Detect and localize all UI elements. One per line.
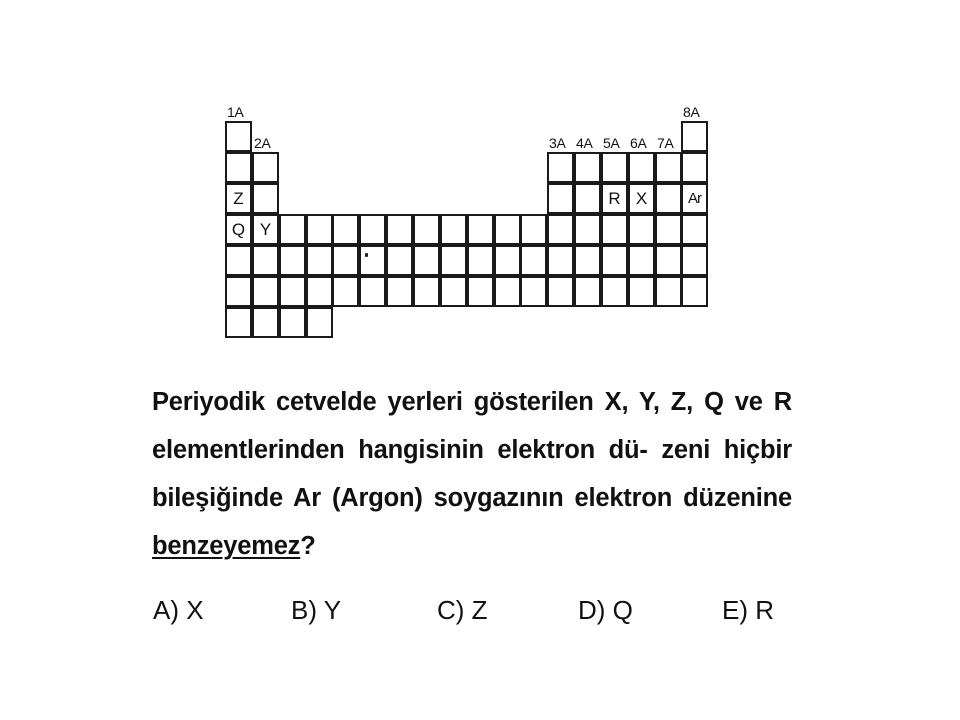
table-cell [306, 276, 333, 307]
table-cell [252, 307, 279, 338]
table-cell [547, 276, 574, 307]
option-b[interactable]: B) Y [291, 595, 342, 625]
table-cell [655, 245, 682, 276]
table-cell [386, 276, 413, 307]
table-cell [601, 276, 628, 307]
table-cell [225, 245, 252, 276]
table-cell [413, 214, 440, 245]
group-label: 5A [603, 135, 620, 151]
table-cell [628, 245, 655, 276]
element-cell: Z [225, 183, 252, 214]
table-cell [225, 276, 252, 307]
table-cell [467, 214, 494, 245]
group-label: 8A [683, 104, 700, 120]
table-cell [574, 183, 601, 214]
question-mark: ? [300, 532, 316, 560]
table-cell [601, 214, 628, 245]
table-cell [655, 276, 682, 307]
element-cell: R [601, 183, 628, 214]
table-cell [547, 183, 574, 214]
table-cell [225, 121, 252, 152]
table-cell [440, 245, 467, 276]
table-cell [359, 214, 386, 245]
table-cell [574, 214, 601, 245]
table-cell [279, 276, 306, 307]
table-cell [225, 307, 252, 338]
table-cell [601, 245, 628, 276]
table-cell [440, 214, 467, 245]
question-emphasis: benzeyemez [152, 532, 301, 560]
option-a[interactable]: A) X [153, 595, 204, 625]
table-cell [681, 121, 708, 152]
table-cell [332, 214, 359, 245]
table-cell [681, 152, 708, 183]
group-label: 6A [630, 135, 647, 151]
table-cell [279, 307, 306, 338]
element-cell: Q [225, 214, 252, 245]
table-cell [520, 276, 547, 307]
table-cell [547, 214, 574, 245]
table-cell [413, 276, 440, 307]
table-cell [494, 214, 521, 245]
table-cell [601, 152, 628, 183]
table-cell [628, 152, 655, 183]
table-cell [252, 245, 279, 276]
table-cell [547, 152, 574, 183]
table-cell [520, 214, 547, 245]
table-cell [306, 307, 333, 338]
table-cell [386, 245, 413, 276]
table-cell [359, 245, 386, 276]
table-cell [494, 276, 521, 307]
table-cell [225, 152, 252, 183]
table-cell [252, 152, 279, 183]
group-label: 2A [254, 135, 271, 151]
group-label: 7A [657, 135, 674, 151]
group-label: 4A [576, 135, 593, 151]
table-cell [681, 245, 708, 276]
table-cell [655, 152, 682, 183]
table-cell [279, 214, 306, 245]
table-cell [574, 245, 601, 276]
element-cell: Ar [681, 183, 708, 214]
table-cell [467, 245, 494, 276]
table-cell [681, 276, 708, 307]
table-cell [547, 245, 574, 276]
option-c[interactable]: C) Z [437, 595, 488, 625]
table-cell [252, 183, 279, 214]
table-cell [494, 245, 521, 276]
table-cell [467, 276, 494, 307]
table-cell [655, 214, 682, 245]
table-cell [386, 214, 413, 245]
table-cell [413, 245, 440, 276]
table-cell [332, 245, 359, 276]
ink-speck [365, 253, 368, 257]
table-cell [306, 214, 333, 245]
table-cell [279, 245, 306, 276]
table-cell [574, 152, 601, 183]
question-text [152, 378, 792, 570]
table-cell [440, 276, 467, 307]
table-cell [574, 276, 601, 307]
question-body: Periyodik cetvelde yerleri gösterilen X, Y, Z, Q ve R elementlerinden hangisinin elektron dü- zeni hiçbir bileşiğinde Ar (Argon) soygazının elektron düzenine [152, 388, 792, 512]
element-cell: X [628, 183, 655, 214]
option-d[interactable]: D) Q [578, 595, 633, 625]
table-cell [359, 276, 386, 307]
table-cell [252, 276, 279, 307]
element-cell: Y [252, 214, 279, 245]
table-cell [655, 183, 682, 214]
group-label: 1A [227, 104, 244, 120]
table-cell [306, 245, 333, 276]
table-cell [332, 276, 359, 307]
table-cell [628, 214, 655, 245]
table-cell [520, 245, 547, 276]
option-e[interactable]: E) R [722, 595, 774, 625]
table-cell [628, 276, 655, 307]
table-cell [681, 214, 708, 245]
group-label: 3A [549, 135, 566, 151]
